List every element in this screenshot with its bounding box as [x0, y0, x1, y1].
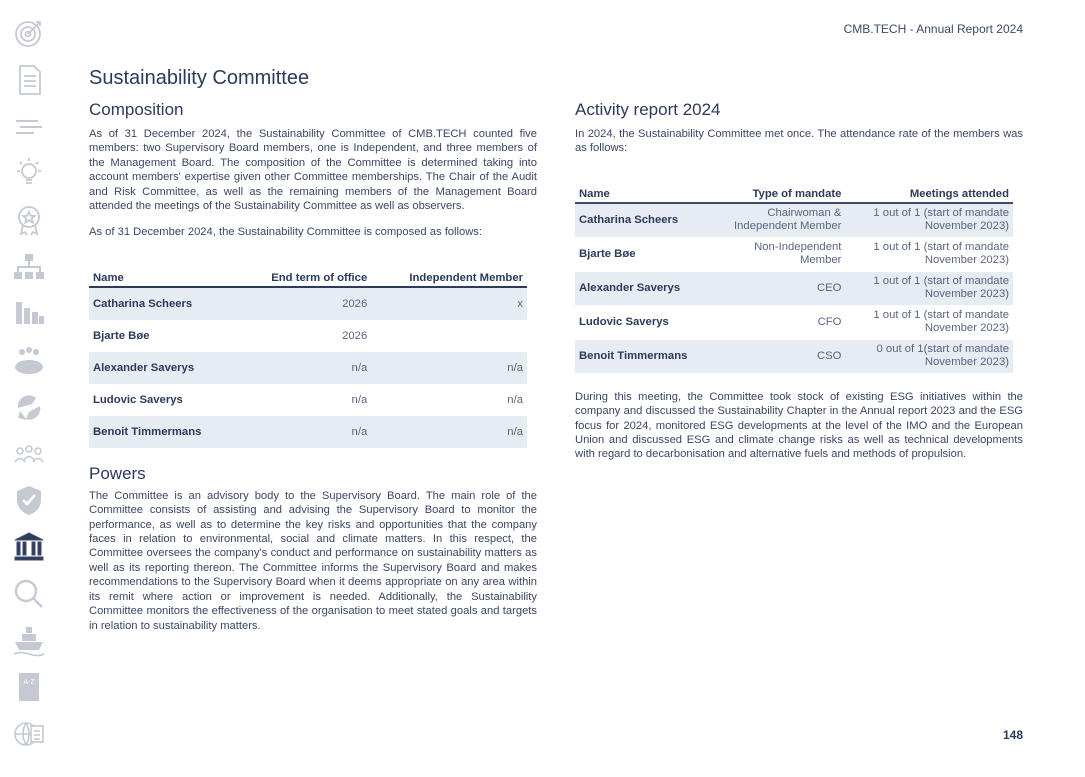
mandate-type: CEO: [711, 271, 846, 305]
attended-line: November 2023): [924, 322, 1009, 335]
powers-heading: Powers: [89, 463, 146, 483]
member-name: Benoit Timmermans: [575, 339, 711, 373]
meetings-attended: [845, 203, 1013, 238]
col-header-name: Name: [575, 174, 711, 203]
col-header-meetings: Meetings attended: [845, 174, 1013, 203]
ship-icon[interactable]: [12, 623, 46, 657]
independent-flag: x: [371, 287, 527, 320]
svg-text:A-Z: A-Z: [23, 679, 35, 686]
member-name: Ludovic Saverys: [575, 305, 711, 339]
org-chart-icon[interactable]: [12, 250, 46, 284]
activity-intro: In 2024, the Sustainability Committee met once. The attendance rate of the members was as follows:: [575, 128, 1023, 155]
independent-flag: [371, 320, 527, 352]
member-name: Catharina Scheers: [575, 203, 711, 238]
end-term: n/a: [238, 352, 371, 384]
recycle-leaf-icon[interactable]: [12, 390, 46, 424]
end-term: n/a: [238, 416, 371, 448]
end-term: n/a: [351, 393, 368, 406]
globe-document-icon[interactable]: [12, 716, 46, 750]
table-row: [89, 416, 527, 448]
mandate-type: CFO: [711, 305, 846, 339]
col-header-name: Name: [89, 266, 238, 287]
lightbulb-icon[interactable]: [12, 156, 46, 190]
member-name: Bjarte Bøe: [93, 329, 150, 342]
meetings-attended: [845, 271, 1013, 305]
table-row: [575, 339, 1013, 373]
mandate-line: Non-Independent: [754, 240, 842, 253]
sidebar-nav: [0, 0, 60, 777]
mandate-type: [711, 203, 846, 238]
meetings-attended: [845, 339, 1013, 373]
col-header-independent: Independent Member: [371, 266, 527, 287]
table-row: [575, 271, 1013, 305]
member-name: Bjarte Bøe: [575, 237, 711, 271]
attended-line: 1 out of 1 (start of mandate: [873, 308, 1009, 321]
member-name: Ludovic Saverys: [93, 393, 183, 406]
independent-flag: n/a: [371, 352, 527, 384]
mandate-type: [711, 237, 846, 271]
page-title: Sustainability Committee: [89, 67, 310, 89]
page-number: 148: [1002, 728, 1023, 742]
shield-check-icon[interactable]: [12, 483, 46, 517]
attended-line: November 2023): [924, 220, 1009, 233]
col-header-mandate: Type of mandate: [711, 174, 846, 203]
report-header: CMB.TECH - Annual Report 2024: [843, 22, 1023, 36]
composition-table: [89, 266, 527, 448]
attended-line: November 2023): [924, 356, 1009, 369]
composition-intro: As of 31 December 2024, the Sustainability Committee is composed as follows:: [89, 226, 482, 239]
attended-line: November 2023): [924, 288, 1009, 301]
people-icon[interactable]: [12, 437, 46, 471]
wind-lines-icon[interactable]: [12, 110, 46, 144]
independent-flag: n/a: [507, 393, 523, 406]
independent-flag: n/a: [371, 416, 527, 448]
table-row: [89, 384, 527, 416]
table-row: [575, 305, 1013, 339]
member-name: Catharina Scheers: [89, 287, 238, 320]
bar-chart-icon[interactable]: [12, 296, 46, 330]
attendance-table: [575, 174, 1013, 374]
end-term: 2026: [238, 287, 371, 320]
attended-line: 1 out of 1 (start of mandate: [873, 240, 1009, 253]
member-name: Alexander Saverys: [575, 271, 711, 305]
attended-line: 1 out of 1 (start of mandate: [873, 274, 1009, 287]
activity-outro: During this meeting, the Committee took stock of existing ESG initiatives within the company and discussed the Sustainability Chapter in the Annual report 2023 and the ESG focus for 2024, monitored ESG developments at the level of the IMO and the European Union and discussed ESG and climate change risks as well as technical developments with regard to decarbonisation and alternative fuels and methods of propulsion.: [575, 390, 1023, 461]
table-row: [89, 320, 527, 352]
member-name: Alexander Saverys: [89, 352, 238, 384]
table-row: [575, 237, 1013, 271]
member-name: Benoit Timmermans: [89, 416, 238, 448]
document-icon[interactable]: [12, 63, 46, 97]
mandate-line: Member: [799, 254, 842, 267]
meetings-attended: [845, 305, 1013, 339]
left-column: [89, 100, 537, 633]
meetings-attended: [845, 237, 1013, 271]
attended-line: 0 out of 1(start of mandate: [876, 342, 1009, 355]
a-z-book-icon[interactable]: [12, 670, 46, 704]
attended-line: November 2023): [924, 254, 1009, 267]
group-icon[interactable]: [12, 343, 46, 377]
end-term: 2026: [342, 329, 368, 342]
composition-heading: Composition: [89, 100, 184, 119]
attended-line: 1 out of 1 (start of mandate: [873, 206, 1009, 219]
composition-paragraph: As of 31 December 2024, the Sustainability Committee of CMB.TECH counted five members: two Supervisory Board members, one is Independent, and three members of the Management Board. The composition of the Committee is determined taking into account members' expertise given other Committee memberships. The Chair of the Audit and Risk Committee, as well as the remaining members of the Management Board attended the meetings of the Sustainability Committee as well as observers.: [89, 128, 537, 213]
table-row: [89, 287, 527, 320]
mandate-type: CSO: [711, 339, 846, 373]
target-icon[interactable]: [12, 16, 46, 50]
activity-heading: Activity report 2024: [575, 100, 721, 119]
powers-paragraph: The Committee is an advisory body to the Supervisory Board. The main role of the Committee consists of assisting and advising the Supervisory Board to monitor the performance, as well as to determine the key risks and opportunities that the company faces in relation to environmental, social and climate matters. In this respect, the Committee oversees the company's conduct and performance on sustainability matters as well as its reporting thereon. The Committee informs the Supervisory Board and makes recommendations to the Supervisory Board when it deems appropriate on any area within its remit where action or improvement is needed. Additionally, the Sustainability Committee monitors the effectiveness of the organisation to meet stated goals and targets in relation to sustainability matters.: [89, 489, 537, 632]
right-column: [575, 100, 1023, 462]
mandate-line: Independent Member: [734, 220, 842, 233]
col-header-end-term: End term of office: [238, 266, 371, 287]
award-icon[interactable]: [12, 203, 46, 237]
mandate-line: Chairwoman &: [767, 206, 842, 219]
table-row: [575, 203, 1013, 238]
table-row: [89, 352, 527, 384]
bank-icon[interactable]: [12, 530, 46, 564]
magnifier-icon[interactable]: [12, 577, 46, 611]
